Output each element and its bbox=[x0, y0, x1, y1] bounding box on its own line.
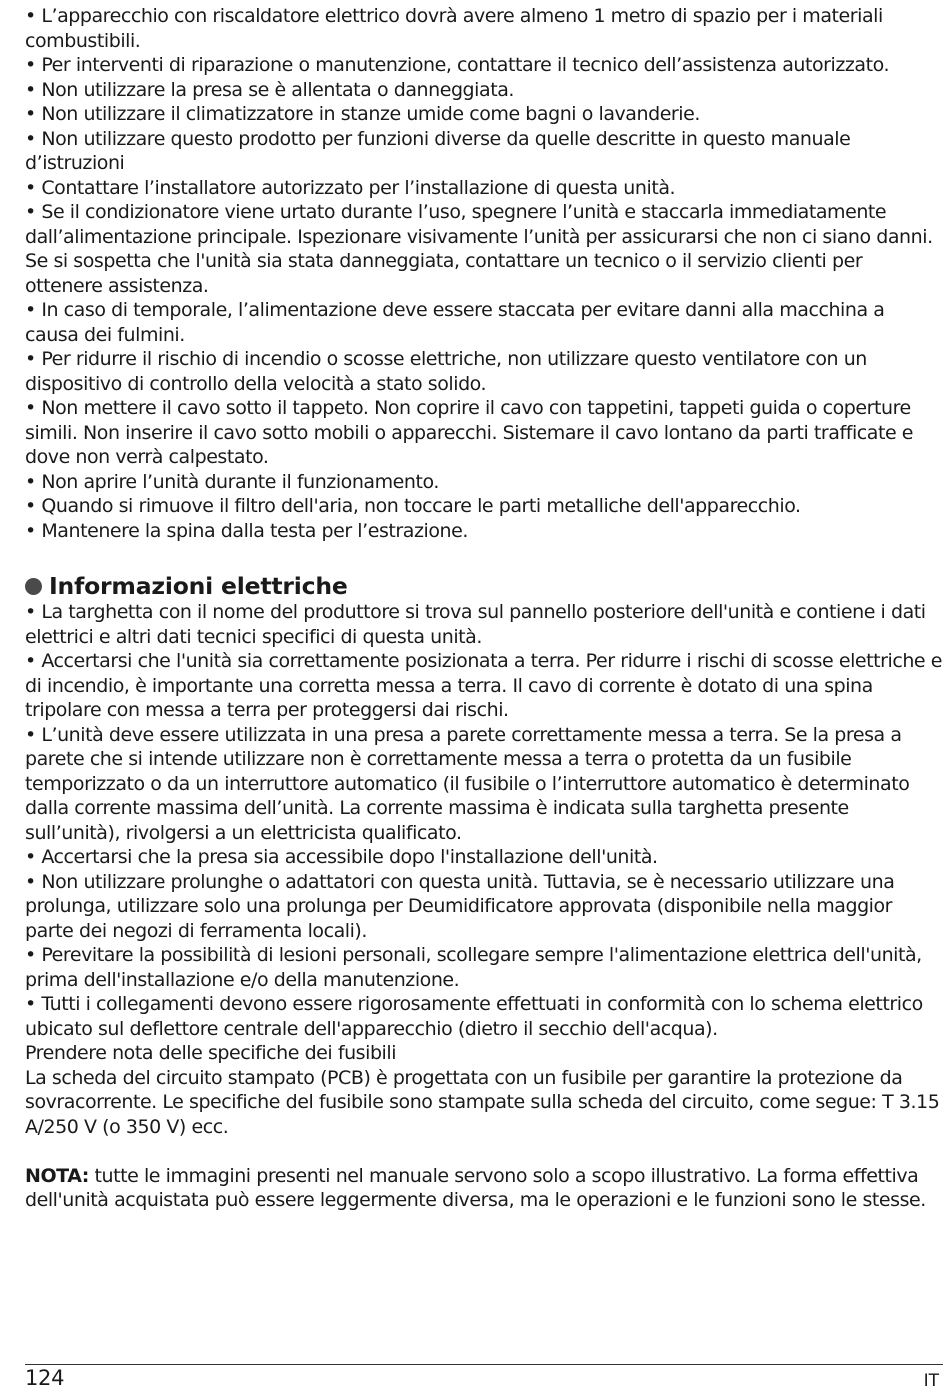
safety-item: • Non utilizzare la presa se è allentata o danneggiata. bbox=[25, 78, 514, 101]
safety-item: • Non mettere il cavo sotto il tappeto. Non coprire il cavo con tappetini, tappeti guida o coperture simili. Non inserire il cavo sotto mobili o apparecchi. Sistemare il cavo lontano da parti trafficate e dove non verrà calpestato. bbox=[25, 397, 914, 468]
note-paragraph bbox=[25, 1164, 943, 1213]
safety-list bbox=[25, 4, 943, 543]
note-label: NOTA: bbox=[25, 1164, 89, 1187]
language-code: IT bbox=[923, 1371, 939, 1391]
safety-item: • Non utilizzare il climatizzatore in stanze umide come bagni o lavanderie. bbox=[25, 103, 700, 125]
electrical-item: • Accertarsi che l'unità sia correttamente posizionata a terra. Per ridurre i rischi di scosse elettriche e di incendio, è importante una corretta messa a terra. Il cavo di corrente è dotato di una spina tripolare con messa a terra per proteggersi dai rischi. bbox=[25, 650, 942, 721]
bullet-dot-icon bbox=[25, 578, 42, 595]
safety-item: • In caso di temporale, l’alimentazione deve essere staccata per evitare danni alla macchina a causa dei fulmini. bbox=[25, 299, 885, 346]
safety-item: • Quando si rimuove il filtro dell'aria, non toccare le parti metalliche dell'apparecchio. bbox=[25, 495, 801, 517]
safety-item: • Per interventi di riparazione o manutenzione, contattare il tecnico dell’assistenza autorizzato. bbox=[25, 54, 890, 76]
electrical-item: • L’unità deve essere utilizzata in una presa a parete correttamente messa a terra. Se la presa a parete che si intende utilizzare non è correttamente messa a terra o protetta da un fusibile temporizzato o da un interruttore automatico (il fusibile o l’interruttore automatico è determinato dalla corrente massima dell’unità. La corrente massima è indicata sulla targhetta presente sull’unità), rivolgersi a un elettricista qualificato. bbox=[25, 723, 910, 844]
electrical-item: • Tutti i collegamenti devono essere rigorosamente effettuati in conformità con lo schema elettrico ubicato sul deflettore centrale dell'apparecchio (dietro il secchio dell'acqua). bbox=[25, 993, 923, 1040]
electrical-item: • Perevitare la possibilità di lesioni personali, scollegare sempre l'alimentazione elettrica dell'unità, prima dell'installazione e/o della manutenzione. bbox=[25, 944, 922, 991]
electrical-list bbox=[25, 600, 943, 1139]
manual-page-content bbox=[25, 4, 943, 1213]
safety-item: • Contattare l’installatore autorizzato per l’installazione di questa unità. bbox=[25, 176, 676, 199]
electrical-item: • Accertarsi che la presa sia accessibile dopo l'installazione dell'unità. bbox=[25, 846, 658, 868]
safety-item: • Mantenere la spina dalla testa per l’estrazione. bbox=[25, 519, 468, 542]
electrical-item: • La targhetta con il nome del produttore si trova sul pannello posteriore dell'unità e contiene i dati elettrici e altri dati tecnici specifici di questa unità. bbox=[25, 601, 926, 648]
safety-item: • Non utilizzare questo prodotto per funzioni diverse da quelle descritte in questo manuale d’istruzioni bbox=[25, 127, 851, 174]
safety-item: • Per ridurre il rischio di incendio o scosse elettriche, non utilizzare questo ventilatore con un dispositivo di controllo della velocità a stato solido. bbox=[25, 348, 867, 395]
footer-divider bbox=[25, 1364, 943, 1365]
fuse-spec-title: Prendere nota delle specifiche dei fusibili bbox=[25, 1042, 397, 1064]
note-text: tutte le immagini presenti nel manuale servono solo a scopo illustrativo. La forma effettiva dell'unità acquistata può essere leggermente diversa, ma le operazioni e le funzioni sono le stesse. bbox=[25, 1164, 926, 1211]
page-number: 124 bbox=[25, 1366, 65, 1390]
safety-item: • Non aprire l’unità durante il funzionamento. bbox=[25, 470, 439, 493]
section-heading-electrical bbox=[25, 572, 943, 600]
safety-item: • Se il condizionatore viene urtato durante l’uso, spegnere l’unità e staccarla immediatamente dall’alimentazione principale. Ispezionare visivamente l’unità per assicurarsi che non ci siano danni. Se si sospetta che l'unità sia stata danneggiata, contattare un tecnico o il servizio clienti per ottenere assistenza. bbox=[25, 201, 933, 297]
fuse-spec-text: La scheda del circuito stampato (PCB) è progettata con un fusibile per garantire la protezione da sovracorrente. Le specifiche del fusibile sono stampate sulla scheda del circuito, come segue: T 3.15 A/250 V (o 350 V) ecc. bbox=[25, 1066, 940, 1138]
section-heading-text: Informazioni elettriche bbox=[49, 572, 348, 600]
electrical-item: • Non utilizzare prolunghe o adattatori con questa unità. Tuttavia, se è necessario utilizzare una prolunga, utilizzare solo una prolunga per Deumidificatore approvata (disponibile nella maggior parte dei negozi di ferramenta locali). bbox=[25, 870, 895, 942]
safety-item: • L’apparecchio con riscaldatore elettrico dovrà avere almeno 1 metro di spazio per i materiali combustibili. bbox=[25, 5, 883, 52]
